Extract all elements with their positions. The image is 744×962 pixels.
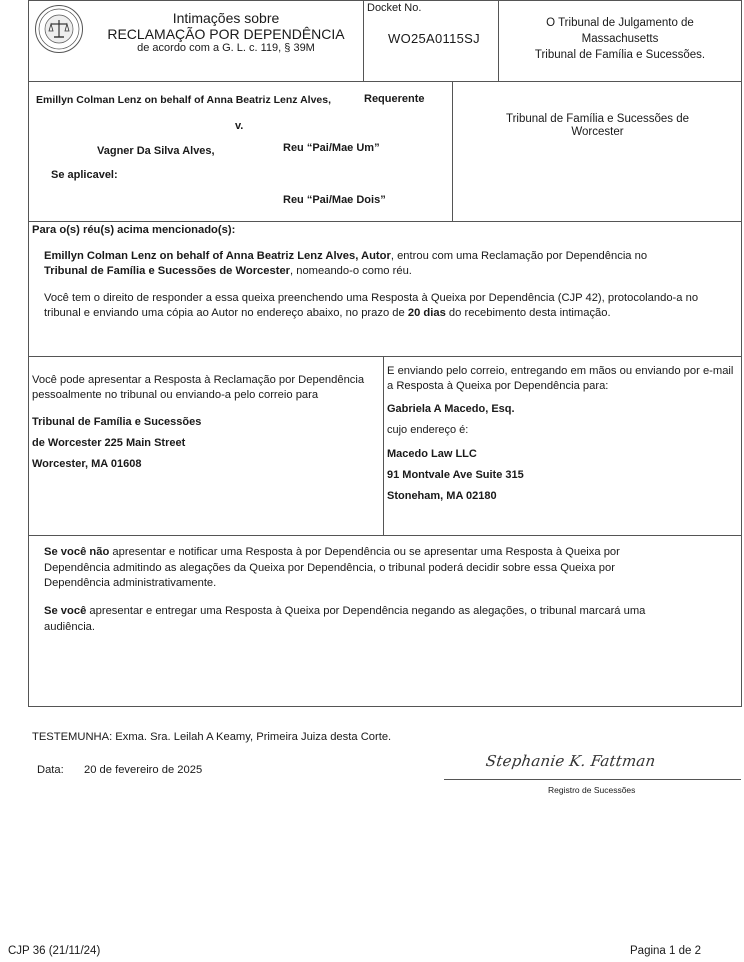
- court-address-3: Worcester, MA 01608: [32, 458, 142, 470]
- deadline-days: 20 dias: [407, 307, 446, 319]
- p2-line-1: Você tem o direito de responder a essa queixa preenchendo uma Resposta à Queixa por Dependência (CJP 42), protocolando-a no: [44, 292, 699, 304]
- filing-right-line-1: E enviando pelo correio, entregando em mãos ou enviando por e-mail: [387, 365, 734, 377]
- p1-court: Tribunal de Família e Sucessões de Worcester: [44, 265, 291, 277]
- filing-left-line-1: Você pode apresentar a Resposta à Reclamação por Dependência: [32, 374, 365, 386]
- p2-line-2a: tribunal e enviando uma cópia ao Autor no endereço abaixo, no prazo de: [44, 307, 408, 319]
- plaintiff-name: Emillyn Colman Lenz on behalf of Anna Beatriz Lenz Alves,: [36, 94, 332, 106]
- defendant-1-name: Vagner Da Silva Alves,: [97, 145, 215, 157]
- header-divider-2: [498, 0, 499, 82]
- notice-box: [28, 221, 742, 357]
- attorney-name: Gabriela A Macedo, Esq.: [387, 403, 515, 415]
- attorney-street: 91 Montvale Ave Suite 315: [387, 469, 524, 481]
- court-line-1: O Tribunal de Julgamento de: [546, 17, 694, 29]
- if-not-bold: Se você não: [44, 546, 110, 558]
- page-number: Pagina 1 de 2: [630, 945, 701, 957]
- register-label: Registro de Sucessões: [548, 785, 636, 795]
- if-you-bold: Se você: [44, 605, 87, 617]
- witness-line: TESTEMUNHA: Exma. Sra. Leilah A Keamy, Primeira Juiza desta Corte.: [32, 731, 392, 743]
- court-heading: [500, 15, 740, 63]
- court-name-line-1: Tribunal de Família e Sucessões de: [505, 113, 690, 125]
- notice-title: [90, 10, 362, 55]
- attorney-city: Stoneham, MA 02180: [387, 490, 497, 502]
- title-line-1: Intimações sobre: [172, 10, 280, 26]
- court-name-line-2: Worcester: [571, 126, 624, 138]
- filing-right-text: [387, 364, 741, 394]
- court-line-2: Massachusetts: [581, 33, 659, 45]
- court-address-1: Tribunal de Família e Sucessões: [32, 416, 202, 428]
- defendant-1-role: Reu “Pai/Mae Um”: [283, 142, 380, 154]
- date-value: 20 de fevereiro de 2025: [84, 764, 203, 776]
- docket-number: WO25A0115SJ: [388, 31, 480, 46]
- notice-paragraph-1: [44, 249, 734, 279]
- court-seal: [34, 4, 84, 54]
- court-line-3: Tribunal de Família e Sucessões.: [534, 49, 706, 61]
- parties-divider: [452, 81, 453, 222]
- signature: Stephanie K. Fattman: [484, 752, 657, 770]
- plaintiff-role: Requerente: [364, 93, 425, 105]
- date-label: Data:: [37, 764, 64, 776]
- defendant-2-role: Reu “Pai/Mae Dois”: [283, 194, 386, 206]
- signature-line: [444, 779, 741, 780]
- form-id: CJP 36 (21/11/24): [8, 945, 101, 957]
- court-address: [32, 412, 201, 475]
- filing-divider: [383, 356, 384, 536]
- cons-p2-line-2: audiência.: [44, 620, 96, 633]
- address-label: cujo endereço é:: [387, 424, 469, 436]
- docket-label: Docket No.: [367, 2, 422, 14]
- versus: v.: [235, 120, 244, 132]
- court-address-2: de Worcester 225 Main Street: [32, 437, 186, 449]
- cons-p1-line-2: Dependência admitindo as alegações da Queixa por Dependência, o tribunal poderá decidir sobre essa Queixa por: [44, 561, 615, 574]
- court-name: [455, 113, 740, 139]
- header-divider-1: [363, 0, 364, 82]
- p1-mid: , entrou com uma Reclamação por Dependência no: [390, 250, 648, 262]
- plaintiff-autor: Emillyn Colman Lenz on behalf of Anna Beatriz Lenz Alves, Autor: [44, 250, 391, 262]
- filing-left-line-2: pessoalmente no tribunal ou enviando-a pelo correio para: [32, 389, 319, 401]
- consequence-paragraph-1: [44, 545, 738, 592]
- filing-right-line-2: a Resposta à Queixa por Dependência para:: [387, 380, 609, 392]
- notice-heading: Para o(s) réu(s) acima mencionado(s):: [32, 224, 236, 236]
- title-line-2: RECLAMAÇÃO POR DEPENDÊNCIA: [107, 26, 345, 42]
- if-applicable-label: Se aplicavel:: [51, 169, 118, 181]
- notice-paragraph-2: [44, 291, 738, 321]
- filing-left-text: [32, 373, 382, 403]
- p1-end: , nomeando-o como réu.: [290, 265, 412, 277]
- consequence-paragraph-2: [44, 604, 738, 635]
- cons-p1-line-3: Dependência administrativamente.: [44, 577, 217, 589]
- cons-p1-line-1: apresentar e notificar uma Resposta à por Dependência ou se apresentar uma Resposta à Queixa por: [109, 546, 620, 558]
- p2-line-2b: do recebimento desta intimação.: [445, 307, 611, 319]
- attorney-firm: Macedo Law LLC: [387, 448, 477, 460]
- title-line-3: de acordo com a G. L. c. 119, § 39M: [137, 42, 315, 54]
- attorney-address: [387, 444, 524, 507]
- cons-p2-line-1: apresentar e entregar uma Resposta à Queixa por Dependência negando as alegações, o tribunal marcará uma: [86, 605, 646, 617]
